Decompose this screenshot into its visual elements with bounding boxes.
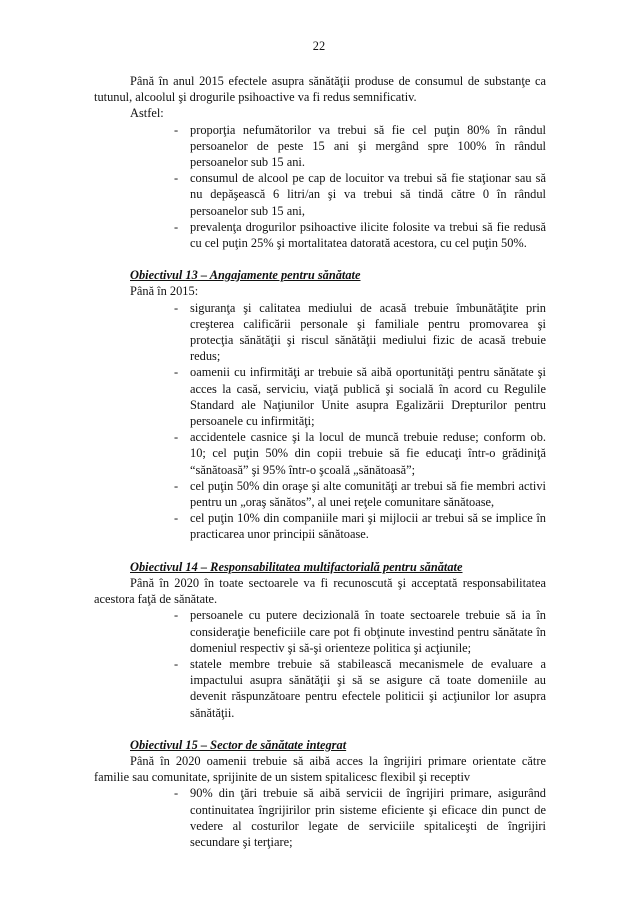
objective-14-paragraph: Până în 2020 în toate sectoarele va fi recunoscută şi acceptată responsabilitatea acestora faţă de sănătate. — [94, 575, 546, 607]
objective-14-list — [94, 607, 546, 720]
objective-15-paragraph: Până în 2020 oamenii trebuie să aibă acces la îngrijiri primare orientate către familie sau comunitate, sprijinite de un sistem spitalicesc flexibil şi receptiv — [94, 753, 546, 785]
page-body — [94, 0, 546, 850]
list-item: - siguranţa şi calitatea mediului de acasă trebuie îmbunătăţite prin creşterea calificării personale şi familiale pentru promovarea şi protecţia sănătăţii şi riscul sănătăţii mediului fizic de acasă trebuie redus; — [174, 300, 546, 364]
objective-15-heading: Obiectivul 15 – Sector de sănătate integrat — [130, 737, 347, 752]
objective-13-list — [94, 300, 546, 543]
page-number: 22 — [312, 39, 326, 53]
list-item: - cel puţin 50% din oraşe şi alte comunităţi ar trebui să fie membri activi pentru un „oraş sănătos”, al unei reţele comunitare sănătoase, — [174, 478, 546, 510]
list-item: - prevalenţa drogurilor psihoactive ilicite folosite va trebui să fie redusă cu cel puţin 25% şi mortalitatea datorată acestora, cu cel puţin 50%. — [174, 219, 546, 251]
intro-paragraph: Până în anul 2015 efectele asupra sănătăţii produse de consumul de substanţe ca tutunul, alcoolul şi drogurile psihoactive va fi redus semnificativ. — [94, 74, 546, 105]
objective-13-lead: Până în 2015: — [130, 284, 199, 299]
objective-13-heading: Obiectivul 13 – Angajamente pentru sănătate — [130, 268, 361, 283]
intro-list — [94, 122, 546, 252]
list-item: - 90% din ţări trebuie să aibă servicii de îngrijiri primare, asigurând continuitatea îngrijirilor prin sisteme eficiente şi eficace din punct de vedere al costurilor legate de serviciile spitaliceşti de îngrijiri secundare şi terţiare; — [174, 786, 546, 849]
list-item: - consumul de alcool pe cap de locuitor va trebui să fie staţionar sau să nu depăşească 6 litri/an şi va trebui să tindă către 0 în rândul persoanelor sub 15 ani, — [174, 171, 546, 218]
intro-lead: Astfel: — [130, 106, 164, 121]
list-item: - cel puţin 10% din companiile mari şi mijlocii ar trebui să se implice în practicarea unor principii sănătoase. — [174, 511, 546, 542]
list-item: - persoanele cu putere decizională în toate sectoarele trebuie să ia în consideraţie beneficiile care pot fi obţinute investind pentru sănătate în domeniul respectiv şi să-şi orienteze politica şi acţiunile; — [174, 608, 546, 655]
list-item: - statele membre trebuie să stabilească mecanismele de evaluare a impactului asupra sănătăţii şi să se asigure că toate domeniile au devenit răspunzătoare pentru efectele politicii şi acţiunilor lor asupra sănătăţii. — [174, 656, 546, 720]
objective-15-list — [94, 785, 546, 850]
list-item: - proporţia nefumătorilor va trebui să fie cel puţin 80% în rândul persoanelor de peste 15 ani şi mergând spre 100% în rândul persoanelor sub 15 ani. — [174, 122, 546, 170]
list-item: - accidentele casnice şi la locul de muncă trebuie reduse; conform ob. 10; cel puţin 50% din copii trebuie să fie educaţi într-o grădiniţă “sănătoasă” şi 95% într-o şcoală „sănătoasă”; — [174, 430, 546, 477]
objective-14-heading: Obiectivul 14 – Responsabilitatea multifactorială pentru sănătate — [130, 559, 463, 574]
list-item: - oamenii cu infirmităţi ar trebuie să aibă oportunităţi pentru sănătate şi acces la casă, serviciu, viaţă publică şi socială în acord cu Regulile Standard ale Naţiunilor Unite asupra Egalizării Drepturilor pentru persoanele cu infirmităţi; — [174, 365, 546, 429]
